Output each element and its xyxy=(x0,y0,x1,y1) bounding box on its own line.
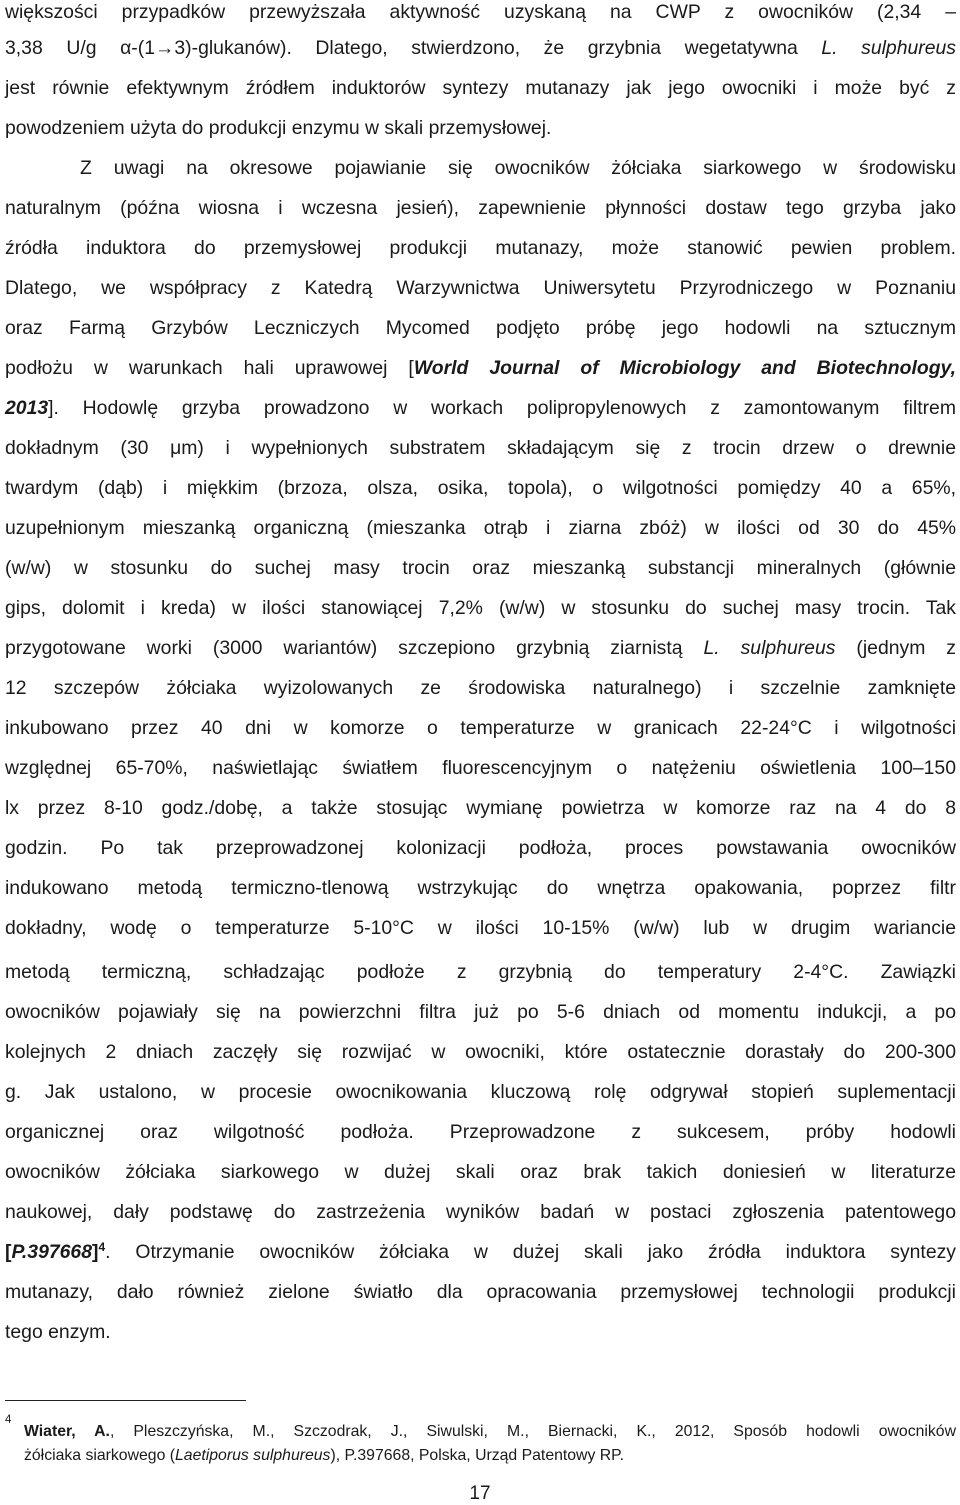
text-span: godzin. Po tak przeprowadzonej kolonizacji podłoża, proces powstawania owocników xyxy=(5,837,956,859)
body-line xyxy=(5,756,956,780)
citation-journal: World Journal of Microbiology and Biotechnology, xyxy=(413,357,957,379)
text-span: gips, dolomit i kreda) w ilości stanowiącej 7,2% (w/w) w stosunku do suchej masy trocin. Tak xyxy=(5,597,956,619)
body-line xyxy=(5,436,956,460)
text-span: ]. Hodowlę grzyba prowadzono w workach polipropylenowych z zamontowanym filtrem xyxy=(48,397,956,419)
footnote-marker xyxy=(5,1413,11,1427)
body-line xyxy=(5,1280,956,1304)
text-span: mutanazy, dało również zielone światło dla opracowania przemysłowej technologii produkcji xyxy=(5,1281,956,1303)
body-line xyxy=(5,716,956,740)
body-line xyxy=(5,476,956,500)
body-line xyxy=(5,916,956,940)
italic-species-name: L. sulphureus xyxy=(703,637,836,659)
text-span: organicznej oraz wilgotność podłoża. Przeprowadzone z sukcesem, próby hodowli xyxy=(5,1121,956,1143)
body-line xyxy=(5,76,956,100)
text-span: uzupełnionym mieszanką organiczną (mieszanka otrąb i ziarna zbóż) w ilości od 30 do 45% xyxy=(5,517,956,539)
body-line xyxy=(5,196,956,220)
page-number-text: 17 xyxy=(469,1483,491,1504)
body-line xyxy=(5,236,956,260)
text-span: kolejnych 2 dniach zaczęły się rozwijać w owocniki, które ostatecznie dorastały do 200-300 xyxy=(5,1041,956,1063)
body-line xyxy=(5,1000,956,1024)
body-line xyxy=(5,356,956,380)
text-span: źródła induktora do przemysłowej produkcji mutanazy, może stanowić pewien problem. xyxy=(5,237,956,259)
body-line xyxy=(5,1080,956,1104)
footnote-line xyxy=(24,1446,956,1466)
paragraph-first-line xyxy=(80,156,956,180)
footnote-marker-text: 4 xyxy=(5,1414,12,1426)
footnote-author: Wiater, A. xyxy=(24,1423,110,1440)
body-line xyxy=(5,676,956,700)
italic-species-name: L. sulphureus xyxy=(821,37,956,59)
text-span: dokładny, wodę o temperaturze 5-10°C w ilości 10-15% (w/w) lub w drugim wariancie xyxy=(5,917,956,939)
text-span: Dlatego, we współpracy z Katedrą Warzywnictwa Uniwersytetu Przyrodniczego w Poznaniu xyxy=(5,277,956,299)
body-line xyxy=(5,1160,956,1184)
body-line xyxy=(5,1320,956,1344)
text-span: . Otrzymanie owocników żółciaka w dużej skali jako źródła induktora syntezy xyxy=(105,1241,956,1263)
body-line xyxy=(5,556,956,580)
footnote-line xyxy=(24,1422,956,1442)
text-span: metodą termiczną, schładzając podłoże z grzybnią do temperatury 2-4°C. Zawiązki xyxy=(5,961,956,983)
text-span: powodzeniem użyta do produkcji enzymu w skali przemysłowej. xyxy=(5,117,552,139)
footnote-separator xyxy=(5,1400,246,1401)
text-span: twardym (dąb) i miękkim (brzoza, olsza, osika, topola), o wilgotności pomiędzy 40 a 65%, xyxy=(5,477,956,499)
footnote-reference[interactable]: 4 xyxy=(98,1240,106,1254)
text-span: większości przypadków przewyższała aktywność uzyskaną na CWP z owocników (2,34 – xyxy=(5,1,956,23)
text-span: owocników pojawiały się na powierzchni filtra już po 5-6 dniach od momentu indukcji, a po xyxy=(5,1001,956,1023)
body-line xyxy=(5,396,956,420)
body-line xyxy=(5,276,956,300)
text-span: podłożu w warunkach hali uprawowej [ xyxy=(5,357,414,379)
body-line xyxy=(5,1240,956,1264)
body-line xyxy=(5,836,956,860)
body-line xyxy=(5,796,956,820)
body-line xyxy=(5,36,956,60)
body-line xyxy=(5,316,956,340)
body-line xyxy=(5,1200,956,1224)
text-span: dokładnym (30 μm) i wypełnionych substratem składającym się z trocin drzew o drewnie xyxy=(5,437,956,459)
bracket: [ xyxy=(5,1241,12,1263)
text-span: g. Jak ustalono, w procesie owocnikowania kluczową rolę odgrywał stopień suplementacji xyxy=(5,1081,956,1103)
text-span: przygotowane worki (3000 wariantów) szczepiono grzybnią ziarnistą xyxy=(5,637,704,659)
text-span: (w/w) w stosunku do suchej masy trocin oraz mieszanką substancji mineralnych (głównie xyxy=(5,557,956,579)
body-line xyxy=(5,0,956,24)
text-span: owocników żółciaka siarkowego w dużej skali oraz brak takich doniesień w literaturze xyxy=(5,1161,956,1183)
text-span: naukowej, dały podstawę do zastrzeżenia wyników badań w postaci zgłoszenia patentowego xyxy=(5,1201,956,1223)
body-line xyxy=(5,1120,956,1144)
text-span: (jednym z xyxy=(835,637,957,659)
text-span: Z uwagi na okresowe pojawianie się owocników żółciaka siarkowego w środowisku xyxy=(80,157,956,179)
text-span: indukowano metodą termiczno-tlenową wstrzykując do wnętrza opakowania, poprzez filtr xyxy=(5,877,956,899)
footnote-species: Laetiporus sulphureus xyxy=(175,1447,331,1464)
bracket: ] xyxy=(92,1241,99,1263)
body-line xyxy=(5,960,956,984)
footnote-text: ), P.397668, Polska, Urząd Patentowy RP. xyxy=(330,1447,625,1464)
body-line xyxy=(5,636,956,660)
footnote-text: , Pleszczyńska, M., Szczodrak, J., Siwulski, M., Biernacki, K., 2012, Sposób hodowli owocników xyxy=(109,1423,956,1440)
text-span: 12 szczepów żółciaka wyizolowanych ze środowiska naturalnego) i szczelnie zamknięte xyxy=(5,677,956,699)
body-line xyxy=(5,876,956,900)
text-span: naturalnym (późna wiosna i wczesna jesień), zapewnienie płynności dostaw tego grzyba jako xyxy=(5,197,956,219)
text-span: 3,38 U/g α-(1→3)-glukanów). Dlatego, stwierdzono, że grzybnia wegetatywna xyxy=(5,37,822,59)
text-span: lx przez 8-10 godz./dobę, a także stosując wymianę powietrza w komorze raz na 4 do 8 xyxy=(5,797,956,819)
body-line xyxy=(5,116,956,140)
text-span: inkubowano przez 40 dni w komorze o temperaturze w granicach 22-24°C i wilgotności xyxy=(5,717,956,739)
body-line xyxy=(5,516,956,540)
footnote-text: żółciaka siarkowego ( xyxy=(24,1447,176,1464)
body-line xyxy=(5,596,956,620)
citation-year: 2013 xyxy=(5,397,49,419)
text-span: tego enzym. xyxy=(5,1321,111,1343)
patent-number: P.397668 xyxy=(11,1241,92,1263)
page-number xyxy=(0,1483,960,1505)
text-span: względnej 65-70%, naświetlając światłem fluorescencyjnym o natężeniu oświetlenia 100–150 xyxy=(5,757,956,779)
text-span: oraz Farmą Grzybów Leczniczych Mycomed podjęto próbę jego hodowli na sztucznym xyxy=(5,317,956,339)
body-line xyxy=(5,1040,956,1064)
text-span: jest równie efektywnym źródłem induktorów syntezy mutanazy jak jego owocniki i może być z xyxy=(5,77,956,99)
